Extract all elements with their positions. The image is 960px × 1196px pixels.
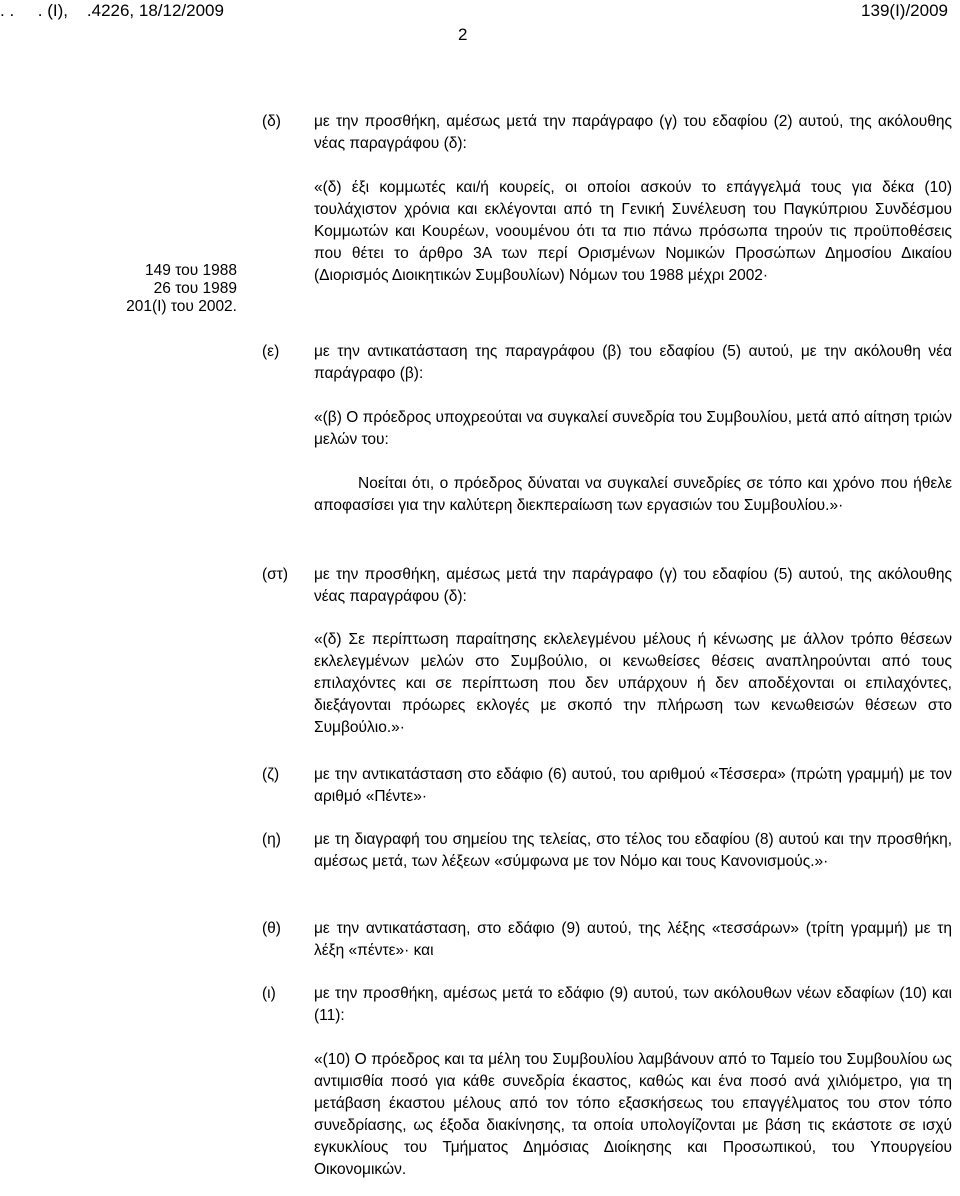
item-text: με την αντικατάσταση της παραγράφου (β) του εδαφίου (5) αυτού, με την ακόλουθη νέα παράγραφο (β):: [314, 343, 952, 382]
item-label: (στ): [262, 566, 289, 583]
quoted-paragraph: «(10) Ο πρόεδρος και τα μέλη του Συμβουλίου λαμβάνουν από το Ταμείο του Συμβουλίου ως αντιμισθία ποσό για κάθε συνεδρία έκαστος, καθώς και ένα ποσό ανά χιλιόμετρο, για τη μετάβαση έκαστου μέλους από τον τόπο εξασκήσεως του επαγγέλματος του στον τόπο συνεδρίασης, ως έξοδα διακίνησης, τα οποία υπολογίζονται με βάση τις εκάστοτε σε ισχύ εγκυκλίους του Τμήματος Δημόσιας Διοίκησης και Προσωπικού, του Υπουργείου Οικονομικών.: [314, 1051, 952, 1178]
quoted-proviso: Νοείται ότι, ο πρόεδρος δύναται να συγκαλεί συνεδρίες σε τόπο και χρόνο που ήθελε αποφασίσει για την καλύτερη διεκπεραίωση των εργασιών του Συμβουλίου.»·: [314, 475, 952, 514]
item-text: με την προσθήκη, αμέσως μετά την παράγραφο (γ) του εδαφίου (5) αυτού, της ακόλουθης νέας παραγράφου (δ):: [314, 566, 952, 605]
quoted-paragraph: «(β) Ο πρόεδρος υποχρεούται να συγκαλεί συνεδρία του Συμβουλίου, μετά από αίτηση τριών μελών του:: [314, 409, 952, 448]
margin-note-line: 201(Ι) του 2002.: [126, 298, 237, 315]
margin-note-line: 149 του 1988: [145, 262, 237, 279]
item-text: με τη διαγραφή του σημείου της τελείας, στο τέλος του εδαφίου (8) αυτού και την προσθήκη, αμέσως μετά, των λέξεων «σύμφωνα με τον Νόμο και τους Κανονισμούς.»·: [314, 831, 952, 870]
item-label: (θ): [262, 920, 281, 937]
item-label: (ε): [262, 343, 280, 360]
item-label: (η): [262, 831, 281, 848]
item-label: (ζ): [262, 766, 280, 783]
item-text: με την αντικατάσταση στο εδάφιο (6) αυτού, του αριθμού «Τέσσερα» (πρώτη γραμμή) με τον αριθμό «Πέντε»·: [314, 766, 952, 805]
header-law-reference: . . . (Ι), .4226, 18/12/2009: [0, 1, 224, 20]
quoted-paragraph: «(δ) Σε περίπτωση παραίτησης εκλελεγμένου μέλους ή κένωσης με άλλον τρόπο θέσεων εκλελεγμένων μελών στο Συμβούλιο, οι κενωθείσες θέσεις αναπληρούνται από τους επιλαχόντες και σε περίπτωση που δεν υπάρχουν ή δεν αποδέχονται οι επιλαχόντες, διεξάγονται πρόωρες εκλογές με σκοπό την πλήρωση των κενωθεισών θέσεων στο Συμβούλιο.»·: [314, 631, 952, 736]
item-text: με την προσθήκη, αμέσως μετά την παράγραφο (γ) του εδαφίου (2) αυτού, της ακόλουθης νέας παραγράφου (δ):: [314, 113, 952, 152]
margin-note: [80, 262, 237, 316]
item-text: με την αντικατάσταση, στο εδάφιο (9) αυτού, της λέξης «τεσσάρων» (τρίτη γραμμή) με τη λέξη «πέντε»· και: [314, 920, 952, 959]
page-number: 2: [458, 25, 468, 44]
margin-note-line: 26 του 1989: [153, 280, 237, 297]
item-text: με την προσθήκη, αμέσως μετά το εδάφιο (9) αυτού, των ακόλουθων νέων εδαφίων (10) και (11):: [314, 985, 952, 1024]
quoted-paragraph: «(δ) έξι κομμωτές και/ή κουρείς, οι οποίοι ασκούν το επάγγελμά τους για δέκα (10) τουλάχιστον χρόνια και εκλέγονται από τη Γενική Συνέλευση του Παγκύπριου Συνδέσμου Κομμωτών και Κουρέων, νοουμένου ότι τα πιο πάνω πρόσωπα τηρούν τις προϋποθέσεις που θέτει το άρθρο 3Α των περί Ορισμένων Νομικών Προσώπων Δημοσίου Δικαίου (Διορισμός Διοικητικών Συμβουλίων) Νόμων του 1988 μέχρι 2002·: [314, 179, 952, 284]
header-law-number: 139(Ι)/2009: [861, 1, 948, 20]
item-label: (δ): [262, 113, 281, 130]
item-label: (ι): [262, 985, 276, 1002]
